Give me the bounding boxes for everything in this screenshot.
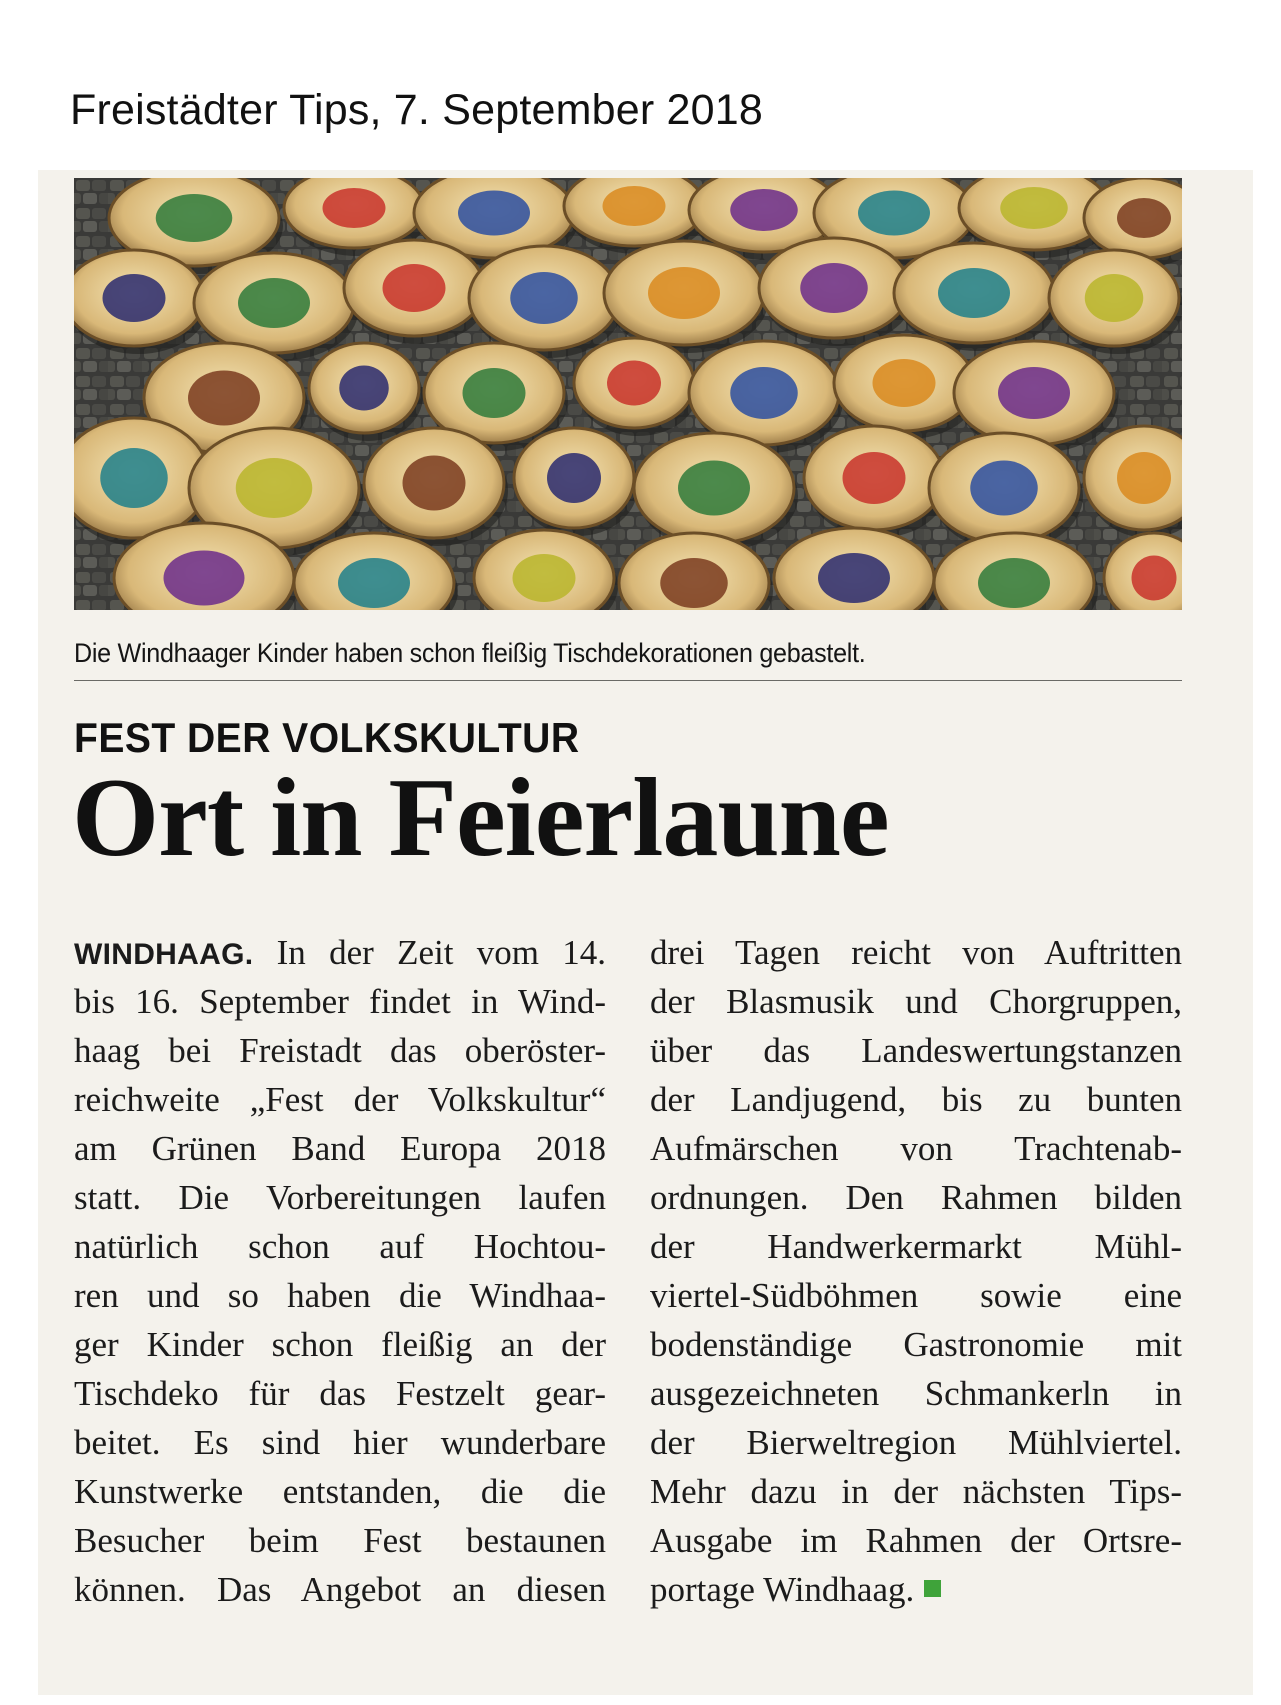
painted-motif — [323, 188, 386, 228]
painted-motif — [463, 368, 526, 418]
painted-motif — [970, 461, 1038, 516]
painted-motif — [873, 359, 936, 407]
painted-motif — [238, 278, 310, 328]
article-line: bis 16. September findet in Wind- — [74, 982, 606, 1021]
painted-motif — [843, 452, 906, 504]
article-line: Aufmärschen von Trachtenab- — [650, 1129, 1182, 1168]
painted-motif — [458, 191, 530, 236]
painted-motif — [510, 272, 578, 324]
painted-motif — [1117, 198, 1171, 238]
article-line: Tischdeko für das Festzelt gear- — [74, 1374, 606, 1413]
painted-motif — [607, 361, 661, 406]
article-line: können. Das Angebot an diesen — [74, 1570, 606, 1609]
article-line: der Blasmusik und Chorgruppen, — [650, 982, 1182, 1021]
painted-motif — [188, 371, 260, 426]
painted-motif — [100, 448, 168, 508]
article-line: der Landjugend, bis zu bunten — [650, 1080, 1182, 1119]
article-headline: Ort in Feierlaune — [72, 756, 889, 880]
article-line: WINDHAAG. In der Zeit vom 14. — [74, 933, 607, 972]
photo-caption: Die Windhaager Kinder haben schon fleißig Tischdekorationen gebastelt. — [74, 638, 866, 668]
article-line: der Handwerkermarkt Mühl- — [650, 1227, 1182, 1266]
article-line: natürlich schon auf Hochtou- — [74, 1227, 606, 1266]
article-line: viertel-Südböhmen sowie eine — [650, 1276, 1182, 1315]
painted-motif — [1000, 187, 1068, 229]
article-photo — [74, 178, 1182, 610]
painted-motif — [730, 189, 798, 231]
article-column-right — [650, 928, 1182, 1614]
painted-motif — [403, 456, 466, 511]
painted-motif — [1132, 556, 1177, 601]
painted-motif — [1117, 452, 1171, 504]
painted-wood-slices-image — [74, 178, 1182, 610]
painted-motif — [938, 268, 1010, 318]
publication-source-line: Freistädter Tips, 7. September 2018 — [70, 86, 763, 134]
article-kicker: FEST DER VOLKSKULTUR — [74, 714, 580, 761]
article-line: der Bierweltregion Mühlviertel. — [650, 1423, 1182, 1462]
painted-motif — [603, 186, 666, 226]
article-line: am Grünen Band Europa 2018 — [74, 1129, 606, 1168]
article-line: bodenständige Gastronomie mit — [650, 1325, 1182, 1364]
article-line: Mehr dazu in der nächsten Tips- — [650, 1472, 1182, 1511]
painted-motif — [800, 263, 868, 313]
article-end-mark — [924, 1580, 941, 1597]
article-line: ren und so haben die Windhaa- — [74, 1276, 606, 1315]
painted-motif — [978, 558, 1050, 608]
painted-motif — [338, 558, 410, 608]
painted-motif — [513, 554, 576, 602]
painted-motif — [547, 453, 601, 503]
painted-motif — [678, 461, 750, 516]
article-dateline: WINDHAAG. — [74, 938, 254, 971]
article-line: Kunstwerke entstanden, die die — [74, 1472, 606, 1511]
painted-motif — [156, 194, 233, 242]
painted-motif — [818, 553, 890, 603]
painted-motif — [998, 367, 1070, 419]
painted-motif — [383, 264, 446, 312]
painted-motif — [1085, 274, 1144, 322]
article-line: haag bei Freistadt das oberöster- — [74, 1031, 606, 1070]
article-line: drei Tagen reicht von Auftritten — [650, 933, 1182, 972]
article-line: über das Landeswertungstanzen — [650, 1031, 1182, 1070]
article-line: ausgezeichneten Schmankerln in — [650, 1374, 1182, 1413]
painted-motif — [164, 551, 245, 606]
article-line: ordnungen. Den Rahmen bilden — [650, 1178, 1182, 1217]
caption-divider — [74, 680, 1182, 681]
article-line: portage Windhaag. — [650, 1565, 1182, 1614]
article-line: reichweite „Fest der Volkskultur“ — [74, 1080, 606, 1119]
article-line: beitet. Es sind hier wunderbare — [74, 1423, 606, 1462]
article-line: statt. Die Vorbereitungen laufen — [74, 1178, 606, 1217]
painted-motif — [730, 367, 798, 419]
painted-motif — [103, 274, 166, 322]
article-column-left — [74, 928, 606, 1614]
painted-motif — [648, 267, 720, 319]
painted-motif — [660, 558, 728, 608]
painted-motif — [858, 191, 930, 236]
article-line: Besucher beim Fest bestaunen — [74, 1521, 606, 1560]
article-line: Ausgabe im Rahmen der Ortsre- — [650, 1521, 1182, 1560]
article-line: ger Kinder schon fleißig an der — [74, 1325, 606, 1364]
painted-motif — [339, 366, 389, 411]
painted-motif — [236, 458, 313, 518]
